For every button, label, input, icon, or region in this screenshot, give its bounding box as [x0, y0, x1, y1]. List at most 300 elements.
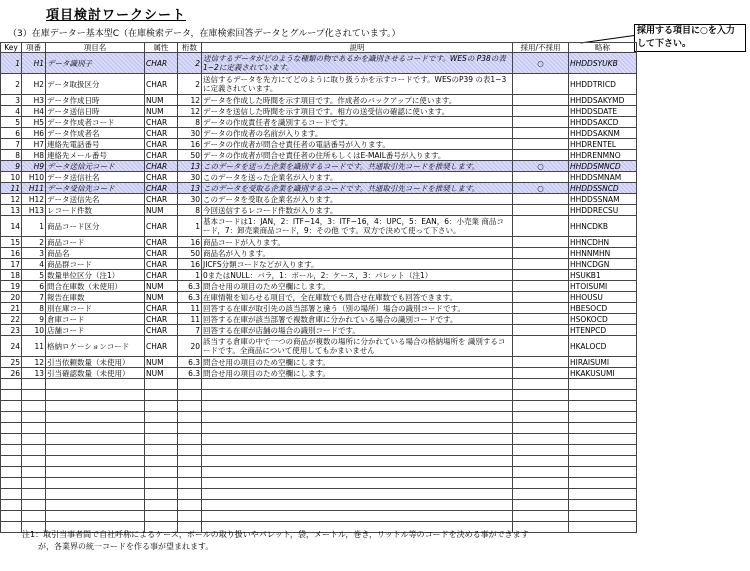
cell-len: 13 — [178, 161, 202, 172]
cell-name: 店舗コード — [46, 325, 145, 336]
empty-cell — [145, 379, 178, 390]
empty-cell — [46, 390, 145, 401]
adopt-cell[interactable]: ○ — [513, 183, 569, 194]
cell-no: H7 — [22, 139, 46, 150]
empty-row — [1, 423, 637, 434]
cell-len: 11 — [178, 314, 202, 325]
cell-type: CHAR — [145, 161, 178, 172]
cell-name: データ送信社名 — [46, 172, 145, 183]
empty-cell — [1, 456, 22, 467]
empty-cell — [46, 423, 145, 434]
column-header: 説明 — [202, 43, 513, 53]
table-row — [1, 292, 637, 303]
table-row — [1, 128, 637, 139]
cell-abbr: HHDDSDATE — [569, 106, 637, 117]
cell-key: 23 — [1, 325, 22, 336]
cell-abbr: HIRAISUMI — [569, 357, 637, 368]
cell-len: 8 — [178, 205, 202, 216]
table-row — [1, 161, 637, 172]
cell-name: データ作成日時 — [46, 95, 145, 106]
adopt-cell[interactable] — [513, 248, 569, 259]
empty-cell — [569, 467, 637, 478]
cell-desc: データを作成した時間を示す項目です。作成者のバックアップに使います。 — [202, 95, 513, 106]
column-header: 項番 — [22, 43, 46, 53]
cell-no: 11 — [22, 336, 46, 357]
empty-cell — [145, 390, 178, 401]
adopt-cell[interactable]: ○ — [513, 161, 569, 172]
empty-cell — [569, 456, 637, 467]
cell-key: 7 — [1, 139, 22, 150]
cell-type: NUM — [145, 205, 178, 216]
adopt-cell[interactable] — [513, 434, 569, 445]
empty-cell — [178, 412, 202, 423]
cell-name: データ送信元コード — [46, 161, 145, 172]
table-row — [1, 205, 637, 216]
table-row — [1, 357, 637, 368]
column-header: 桁数 — [178, 43, 202, 53]
empty-cell — [202, 489, 513, 500]
cell-abbr: HHNCDKB — [569, 216, 637, 237]
cell-abbr: HHDRENTEL — [569, 139, 637, 150]
adopt-cell[interactable] — [513, 172, 569, 183]
cell-abbr: HHDDSAKYMD — [569, 95, 637, 106]
empty-cell — [1, 390, 22, 401]
cell-len: 16 — [178, 237, 202, 248]
empty-cell — [1, 478, 22, 489]
adopt-cell[interactable] — [513, 500, 569, 511]
adopt-cell[interactable] — [513, 150, 569, 161]
cell-len: 50 — [178, 248, 202, 259]
adopt-cell[interactable] — [513, 511, 569, 522]
empty-cell — [145, 412, 178, 423]
column-header: Key — [1, 43, 22, 53]
empty-cell — [22, 489, 46, 500]
cell-desc: このデータを受取る企業名が入ります。 — [202, 194, 513, 205]
empty-cell — [569, 511, 637, 522]
empty-cell — [178, 379, 202, 390]
cell-no: H4 — [22, 106, 46, 117]
cell-name: 格納ロケーションコード — [46, 336, 145, 357]
empty-cell — [569, 445, 637, 456]
adopt-cell[interactable] — [513, 357, 569, 368]
cell-name: データ受信先コード — [46, 183, 145, 194]
cell-desc: 回答する在庫が該当部署で複数倉庫に分かれている場合の識別コードです。 — [202, 314, 513, 325]
cell-abbr: HHDDSMNAM — [569, 172, 637, 183]
empty-cell — [202, 467, 513, 478]
empty-cell — [145, 511, 178, 522]
cell-name: レコード件数 — [46, 205, 145, 216]
table-row — [1, 53, 637, 74]
cell-desc: 商品名が入ります。 — [202, 248, 513, 259]
cell-name: 問合在庫数（未使用） — [46, 281, 145, 292]
table-row — [1, 368, 637, 379]
empty-cell — [202, 379, 513, 390]
cell-len: 6.3 — [178, 281, 202, 292]
empty-cell — [22, 379, 46, 390]
cell-desc: 回答する在庫が店舗の場合の識別コードです。 — [202, 325, 513, 336]
cell-name: データ送信日時 — [46, 106, 145, 117]
empty-cell — [1, 467, 22, 478]
empty-cell — [202, 434, 513, 445]
cell-abbr: HHDDSYUKB — [569, 53, 637, 74]
empty-cell — [46, 456, 145, 467]
cell-type: CHAR — [145, 139, 178, 150]
table-row — [1, 74, 637, 95]
cell-len: 12 — [178, 106, 202, 117]
cell-name: 連絡先メール番号 — [46, 150, 145, 161]
header-row — [1, 43, 637, 53]
cell-no: 2 — [22, 237, 46, 248]
cell-name: 数量単位区分（注1） — [46, 270, 145, 281]
cell-abbr: HHDDRECSU — [569, 205, 637, 216]
empty-cell — [1, 445, 22, 456]
cell-name: 商品群コード — [46, 259, 145, 270]
cell-len: 30 — [178, 128, 202, 139]
cell-abbr: HHOUSU — [569, 292, 637, 303]
cell-name: 引当依頼数量（未使用） — [46, 357, 145, 368]
column-header: 項目名 — [46, 43, 145, 53]
adopt-cell[interactable] — [513, 423, 569, 434]
empty-row — [1, 456, 637, 467]
adopt-cell[interactable] — [513, 74, 569, 95]
cell-type: CHAR — [145, 128, 178, 139]
empty-cell — [178, 500, 202, 511]
table-row — [1, 183, 637, 194]
adopt-cell[interactable] — [513, 237, 569, 248]
cell-name: 連絡先電話番号 — [46, 139, 145, 150]
adopt-cell[interactable] — [513, 259, 569, 270]
cell-desc: 0またはNULL：バラ，1：ボール，2：ケース，3：パレット（注1） — [202, 270, 513, 281]
empty-cell — [569, 434, 637, 445]
adopt-cell[interactable] — [513, 412, 569, 423]
cell-no: 6 — [22, 281, 46, 292]
cell-key: 9 — [1, 161, 22, 172]
table-row — [1, 194, 637, 205]
empty-cell — [178, 489, 202, 500]
cell-name: 商品名 — [46, 248, 145, 259]
cell-name: データ識別子 — [46, 53, 145, 74]
cell-abbr: HHDDSMNCD — [569, 161, 637, 172]
adopt-cell[interactable] — [513, 292, 569, 303]
empty-cell — [46, 500, 145, 511]
empty-cell — [1, 500, 22, 511]
empty-cell — [1, 401, 22, 412]
adopt-cell[interactable] — [513, 139, 569, 150]
empty-cell — [145, 478, 178, 489]
empty-cell — [46, 489, 145, 500]
cell-no: 10 — [22, 325, 46, 336]
cell-name: 別在庫コード — [46, 303, 145, 314]
cell-len: 6.3 — [178, 357, 202, 368]
empty-cell — [145, 401, 178, 412]
cell-desc: 送信するデータを先方にてどのように取り扱うかを示すコードです。WESのP39 の表1−3に定義されています。 — [202, 74, 513, 95]
empty-row — [1, 390, 637, 401]
empty-cell — [1, 412, 22, 423]
cell-len: 2 — [178, 74, 202, 95]
cell-type: NUM — [145, 292, 178, 303]
empty-cell — [46, 434, 145, 445]
cell-desc: このデータを送った企業を識別するコードです。共通取引先コードを推奨します。 — [202, 161, 513, 172]
empty-cell — [1, 379, 22, 390]
cell-len: 13 — [178, 183, 202, 194]
adopt-cell[interactable]: ○ — [513, 53, 569, 74]
cell-abbr: HTENPCD — [569, 325, 637, 336]
cell-desc: JICFS分類コードなどが入ります。 — [202, 259, 513, 270]
empty-cell — [202, 445, 513, 456]
adopt-cell[interactable] — [513, 314, 569, 325]
empty-cell — [178, 467, 202, 478]
cell-type: CHAR — [145, 183, 178, 194]
cell-desc: 回答する在庫が取引先の該当部署と違う（別の場所）場合の識別コードです。 — [202, 303, 513, 314]
empty-cell — [1, 511, 22, 522]
cell-name: 引当確認数量（未使用） — [46, 368, 145, 379]
empty-row — [1, 500, 637, 511]
cell-key: 6 — [1, 128, 22, 139]
cell-name: データ送信先名 — [46, 194, 145, 205]
cell-key: 10 — [1, 172, 22, 183]
cell-no: 13 — [22, 368, 46, 379]
cell-len: 12 — [178, 95, 202, 106]
cell-desc: 問合せ用の項目のため空欄にします。 — [202, 281, 513, 292]
cell-no: 1 — [22, 216, 46, 237]
adopt-cell[interactable] — [513, 445, 569, 456]
table-row — [1, 248, 637, 259]
adopt-cell[interactable] — [513, 489, 569, 500]
cell-desc: このデータを受取る企業を識別するコードです。共通取引先コードを推奨します。 — [202, 183, 513, 194]
cell-name: 商品コード — [46, 237, 145, 248]
adopt-cell[interactable] — [513, 303, 569, 314]
cell-abbr: HKALOCD — [569, 336, 637, 357]
cell-type: CHAR — [145, 325, 178, 336]
empty-cell — [178, 401, 202, 412]
adopt-cell[interactable] — [513, 216, 569, 237]
cell-desc: 在庫情報を知らせる項目で，全在庫数でも問合せ在庫数でも回答できます。 — [202, 292, 513, 303]
cell-len: 7 — [178, 325, 202, 336]
cell-key: 20 — [1, 292, 22, 303]
adopt-cell[interactable] — [513, 325, 569, 336]
empty-cell — [202, 412, 513, 423]
empty-cell — [569, 412, 637, 423]
sheet-title: 項目検討ワークシート — [46, 8, 187, 23]
empty-cell — [178, 423, 202, 434]
cell-key: 19 — [1, 281, 22, 292]
empty-cell — [22, 478, 46, 489]
empty-cell — [178, 478, 202, 489]
cell-abbr: HHDRENMNO — [569, 150, 637, 161]
cell-no: H6 — [22, 128, 46, 139]
column-header: 採用/不採用 — [513, 43, 569, 53]
cell-no: H13 — [22, 205, 46, 216]
adopt-cell[interactable] — [513, 95, 569, 106]
cell-name: データ作成者コード — [46, 117, 145, 128]
cell-desc: 問合せ用の項目のため空欄にします。 — [202, 357, 513, 368]
table-row — [1, 117, 637, 128]
empty-cell — [178, 456, 202, 467]
empty-cell — [1, 489, 22, 500]
cell-no: 3 — [22, 248, 46, 259]
cell-desc: 基本コードは1：JAN，2：ITF−14，3：ITF−16，4：UPC，5：EAN，6：小売業 商品コード，7：卸売業商品コード，9：その他 です。双方で決めて使って下さい。 — [202, 216, 513, 237]
empty-cell — [46, 445, 145, 456]
cell-name: データ作成者名 — [46, 128, 145, 139]
table-row — [1, 95, 637, 106]
cell-len: 6.3 — [178, 368, 202, 379]
cell-len: 1 — [178, 270, 202, 281]
cell-key: 5 — [1, 117, 22, 128]
empty-cell — [22, 467, 46, 478]
empty-cell — [145, 445, 178, 456]
adopt-cell[interactable] — [513, 467, 569, 478]
table-row — [1, 281, 637, 292]
adopt-cell[interactable] — [513, 117, 569, 128]
empty-cell — [145, 489, 178, 500]
empty-cell — [569, 401, 637, 412]
empty-cell — [22, 390, 46, 401]
cell-abbr: HKAKUSUMI — [569, 368, 637, 379]
adopt-cell[interactable] — [513, 106, 569, 117]
cell-name: データ取扱区分 — [46, 74, 145, 95]
cell-key: 16 — [1, 248, 22, 259]
empty-cell — [202, 423, 513, 434]
column-header: 略称 — [569, 43, 637, 53]
table-row — [1, 237, 637, 248]
adopt-cell[interactable] — [513, 194, 569, 205]
empty-cell — [202, 511, 513, 522]
adopt-cell[interactable] — [513, 390, 569, 401]
cell-abbr: HHDDSAKCD — [569, 117, 637, 128]
cell-key: 24 — [1, 336, 22, 357]
empty-cell — [22, 445, 46, 456]
footnote — [22, 529, 529, 553]
cell-no: 12 — [22, 357, 46, 368]
cell-desc: データの作成責任者を識別するコードです。 — [202, 117, 513, 128]
cell-key: 14 — [1, 216, 22, 237]
empty-cell — [178, 511, 202, 522]
cell-name: 倉庫コード — [46, 314, 145, 325]
cell-len: 16 — [178, 139, 202, 150]
cell-desc: このデータを送った企業名が入ります。 — [202, 172, 513, 183]
cell-desc: データの作成者が問合せ責任者の住所もしくはE-MAIL番号が入ります。 — [202, 150, 513, 161]
cell-no: H3 — [22, 95, 46, 106]
empty-cell — [569, 522, 637, 533]
table-row — [1, 303, 637, 314]
cell-key: 21 — [1, 303, 22, 314]
cell-abbr: HHDDSSNAM — [569, 194, 637, 205]
cell-len: 16 — [178, 259, 202, 270]
cell-type: CHAR — [145, 216, 178, 237]
empty-cell — [22, 412, 46, 423]
cell-abbr: HHNNMHN — [569, 248, 637, 259]
cell-type: CHAR — [145, 53, 178, 74]
empty-cell — [569, 500, 637, 511]
empty-cell — [1, 423, 22, 434]
cell-type: NUM — [145, 106, 178, 117]
cell-no: H1 — [22, 53, 46, 74]
cell-key: 11 — [1, 183, 22, 194]
empty-cell — [569, 423, 637, 434]
cell-desc: データを送信した時間を示す項目です。相方の送受信の確認に使います。 — [202, 106, 513, 117]
cell-len: 30 — [178, 194, 202, 205]
cell-no: H5 — [22, 117, 46, 128]
adopt-cell[interactable] — [513, 401, 569, 412]
empty-cell — [202, 500, 513, 511]
adopt-cell[interactable] — [513, 270, 569, 281]
cell-type: CHAR — [145, 270, 178, 281]
cell-no: H8 — [22, 150, 46, 161]
adopt-cell[interactable] — [513, 281, 569, 292]
adopt-cell[interactable] — [513, 128, 569, 139]
adopt-cell[interactable] — [513, 379, 569, 390]
empty-cell — [202, 478, 513, 489]
cell-len: 6.3 — [178, 292, 202, 303]
empty-row — [1, 434, 637, 445]
footnote-line-2: が，各業界の統一コードを作る事が望まれます。 — [38, 542, 214, 551]
cell-type: CHAR — [145, 248, 178, 259]
cell-key: 12 — [1, 194, 22, 205]
cell-key: 25 — [1, 357, 22, 368]
cell-key: 8 — [1, 150, 22, 161]
table-row — [1, 150, 637, 161]
cell-abbr: HHDDTRICD — [569, 74, 637, 95]
cell-key: 4 — [1, 106, 22, 117]
empty-cell — [22, 423, 46, 434]
cell-no: 5 — [22, 270, 46, 281]
cell-key: 18 — [1, 270, 22, 281]
empty-cell — [1, 522, 22, 533]
adopt-cell[interactable] — [513, 336, 569, 357]
empty-cell — [145, 467, 178, 478]
adopt-cell[interactable] — [513, 456, 569, 467]
cell-key: 22 — [1, 314, 22, 325]
empty-cell — [202, 456, 513, 467]
table-row — [1, 336, 637, 357]
empty-cell — [178, 390, 202, 401]
empty-cell — [46, 511, 145, 522]
empty-cell — [202, 401, 513, 412]
instruction-callout: 採用する項目に○を入力して下さい。 — [634, 24, 746, 52]
cell-type: CHAR — [145, 194, 178, 205]
item-worksheet-table — [0, 42, 637, 533]
cell-len: 8 — [178, 117, 202, 128]
cell-no: 8 — [22, 303, 46, 314]
empty-cell — [46, 379, 145, 390]
empty-cell — [1, 434, 22, 445]
empty-cell — [145, 456, 178, 467]
adopt-cell[interactable] — [513, 205, 569, 216]
empty-cell — [22, 456, 46, 467]
cell-len: 50 — [178, 150, 202, 161]
empty-cell — [145, 434, 178, 445]
empty-cell — [178, 445, 202, 456]
cell-key: 3 — [1, 95, 22, 106]
empty-cell — [46, 467, 145, 478]
empty-cell — [569, 489, 637, 500]
cell-len: 20 — [178, 336, 202, 357]
cell-key: 13 — [1, 205, 22, 216]
empty-cell — [569, 390, 637, 401]
adopt-cell[interactable] — [513, 368, 569, 379]
cell-type: NUM — [145, 281, 178, 292]
cell-desc: 問合せ用の項目のため空欄にします。 — [202, 368, 513, 379]
cell-type: CHAR — [145, 303, 178, 314]
cell-len: 2 — [178, 53, 202, 74]
cell-desc: 該当する倉庫の中で一つの商品が複数の場所に分かれている場合の格納場所を 識別するコードです。全商品について使用してもかまいません — [202, 336, 513, 357]
cell-type: CHAR — [145, 117, 178, 128]
cell-type: NUM — [145, 95, 178, 106]
cell-key: 2 — [1, 74, 22, 95]
cell-no: H11 — [22, 183, 46, 194]
adopt-cell[interactable] — [513, 478, 569, 489]
cell-type: CHAR — [145, 336, 178, 357]
